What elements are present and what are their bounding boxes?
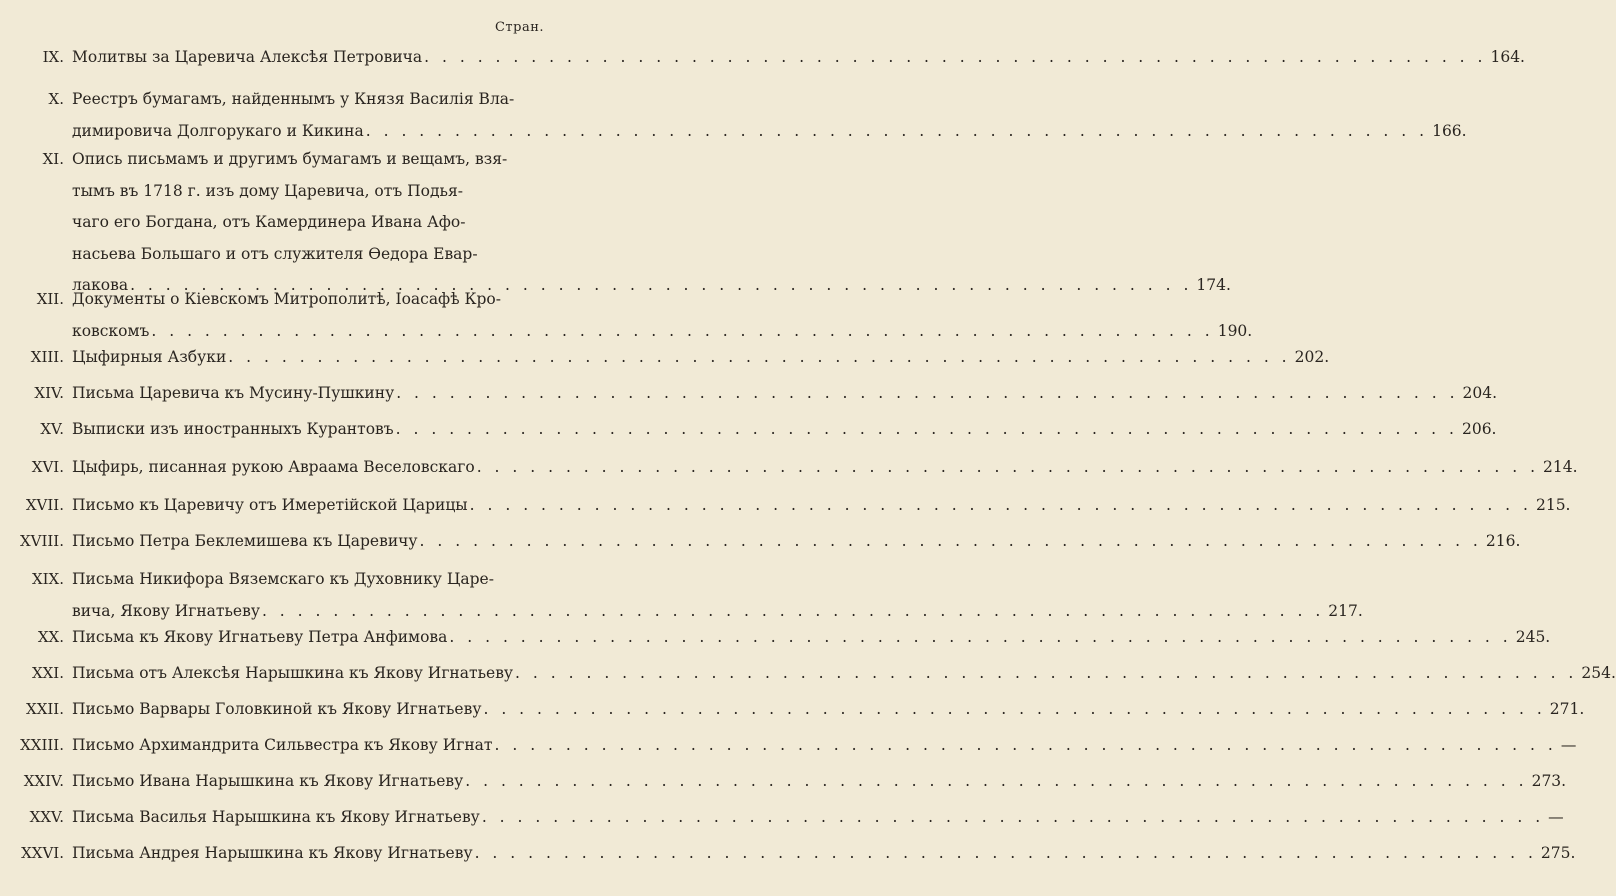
entry-title-text: Цыфирныя Азбуки xyxy=(72,348,227,366)
entry-number: XXII. xyxy=(26,700,64,718)
entry-title xyxy=(72,46,1525,78)
dot-leader: . . . . . . . . . . . . . . . . . . . . . . . . . . . . . . . . . . . . . . . . . . . . . . . . . . . . . . . . . . . . xyxy=(494,736,1557,754)
dot-leader: . . . . . . . . . . . . . . . . . . . . . . . . . . . . . . . . . . . . . . . . . . . . . . . . . . . . . . . . . . . . xyxy=(476,458,1540,476)
page-number: — xyxy=(1560,736,1577,754)
entry-title-text: Письма Царевича къ Мусину-Пушкину xyxy=(72,384,395,402)
entry-title-line xyxy=(72,120,1467,152)
entry-title xyxy=(72,626,1551,658)
entry-number: IX. xyxy=(42,48,64,66)
entry-title xyxy=(72,418,1497,450)
entry-title xyxy=(72,494,1571,526)
entry-number: XX. xyxy=(37,628,64,646)
entry-number: XXV. xyxy=(29,808,64,826)
entry-title-text: Молитвы за Царевича Алексѣя Петровича xyxy=(72,48,423,66)
dot-leader: . . . . . . . . . . . . . . . . . . . . . . . . . . . . . . . . . . . . . . . . . . . . . . . . . . . . . . . . . . . . xyxy=(424,48,1487,66)
page-number: 166. xyxy=(1432,121,1467,140)
entry-title xyxy=(72,530,1521,562)
page-number: 273. xyxy=(1531,772,1567,790)
entry-title xyxy=(72,456,1578,488)
entry-title-line xyxy=(72,662,1616,694)
entry-title xyxy=(72,806,1564,838)
entry-title-text: Письма Андрея Нарышкина къ Якову Игнатьеву xyxy=(72,844,473,862)
entry-title xyxy=(72,734,1577,766)
entry-title xyxy=(72,288,1253,351)
entry-number: XXI. xyxy=(31,664,64,682)
dot-leader: . . . . . . . . . . . . . . . . . . . . . . . . . . . . . . . . . . . . . . . . . . . . . . . . . . . . . . . . . . . . xyxy=(419,532,1482,550)
dot-leader: . . . . . . . . . . . . . . . . . . . . . . . . . . . . . . . . . . . . . . . . . . . . . . . . . . . . . . . . . . . . xyxy=(515,664,1578,682)
dot-leader: . . . . . . . . . . . . . . . . . . . . . . . . . . . . . . . . . . . . . . . . . . . . . . . . . . . . . . . . . . . . xyxy=(481,808,1545,826)
entry-number: XVII. xyxy=(25,496,64,514)
page-number: 245. xyxy=(1515,628,1551,646)
entry-title-line: Документы о Кіевскомъ Митрополитѣ, Іоасафѣ Кро- xyxy=(72,290,501,308)
entry-title-text: димировича Долгорукаго и Кикина xyxy=(72,121,364,140)
dot-leader: . . . . . . . . . . . . . . . . . . . . . . . . . . . . . . . . . . . . . . . . . . . . . . . . . . . . . . . . . . . . xyxy=(396,384,1459,402)
entry-number: XXVI. xyxy=(21,844,64,862)
page-number: 202. xyxy=(1294,348,1330,366)
entry-title-line: Письма Никифора Вяземскаго къ Духовнику Царе- xyxy=(72,570,494,588)
entry-title-line xyxy=(72,418,1497,450)
entry-title-line xyxy=(72,456,1578,488)
page-number: 215. xyxy=(1535,496,1571,514)
entry-title-text: Письмо Архимандрита Сильвестра къ Якову Игнат xyxy=(72,736,493,754)
entry-title-line xyxy=(72,734,1577,766)
entry-number: XIV. xyxy=(34,384,64,402)
entry-title-text: Письма къ Якову Игнатьеву Петра Анфимова xyxy=(72,628,448,646)
entry-number: XII. xyxy=(36,290,64,308)
dot-leader: . . . . . . . . . . . . . . . . . . . . . . . . . . . . . . . . . . . . . . . . . . . . . . . . . . . . . . . . . . . . xyxy=(465,772,1528,790)
entry-number: XIX. xyxy=(31,570,64,588)
entry-number: X. xyxy=(48,90,64,108)
dot-leader: . . . . . . . . . . . . . . . . . . . . . . . . . . . . . . . . . . . . . . . . . . . . . . . . . . . . . . . . . . . . xyxy=(449,628,1512,646)
dot-leader: . . . . . . . . . . . . . . . . . . . . . . . . . . . . . . . . . . . . . . . . . . . . . . . . . . . . . . . . . . . . xyxy=(395,420,1458,438)
page-number: 174. xyxy=(1196,276,1231,294)
entry-title xyxy=(72,148,1231,306)
entry-title-line: насьева Большаго и отъ служителя Ѳедора Евар- xyxy=(72,244,478,263)
entry-title xyxy=(72,662,1616,694)
entry-title-text: Письмо Петра Беклемишева къ Царевичу xyxy=(72,532,418,550)
entry-title-text: Выписки изъ иностранныхъ Курантовъ xyxy=(72,420,394,438)
entry-title-text: Письма отъ Алексѣя Нарышкина къ Якову Игнатьеву xyxy=(72,664,514,682)
entry-title-line xyxy=(72,46,1525,78)
entry-title xyxy=(72,346,1330,378)
dot-leader: . . . . . . . . . . . . . . . . . . . . . . . . . . . . . . . . . . . . . . . . . . . . . . . . . . . . . . . . . . . . xyxy=(365,121,1429,140)
dot-leader: . . . . . . . . . . . . . . . . . . . . . . . . . . . . . . . . . . . . . . . . . . . . . . . . . . . . . . . . . . . . xyxy=(151,321,1214,340)
page-number: 275. xyxy=(1540,844,1576,862)
page-number: 217. xyxy=(1328,601,1363,620)
entry-title-line xyxy=(72,806,1564,838)
entry-title-line xyxy=(72,494,1571,526)
dot-leader: . . . . . . . . . . . . . . . . . . . . . . . . . . . . . . . . . . . . . . . . . . . . . . . . . . . . . . . . . . . . xyxy=(474,844,1537,862)
page-number: 216. xyxy=(1485,532,1521,550)
entry-title-line xyxy=(72,382,1498,414)
entry-title-text: ковскомъ xyxy=(72,321,150,340)
page-number: 164. xyxy=(1490,48,1525,66)
entry-title-text: Письма Василья Нарышкина къ Якову Игнатьеву xyxy=(72,808,480,826)
page-number: 214. xyxy=(1543,458,1578,476)
entry-title-line: тымъ въ 1718 г. изъ дому Царевича, отъ Подья- xyxy=(72,181,463,200)
entry-title-text: Письмо Ивана Нарышкина къ Якову Игнатьеву xyxy=(72,772,464,790)
entry-title xyxy=(72,568,1363,631)
entry-title-text: вича, Якову Игнатьеву xyxy=(72,601,260,620)
entry-title-text: Письмо Варвары Головкиной къ Якову Игнатьеву xyxy=(72,700,482,718)
dot-leader: . . . . . . . . . . . . . . . . . . . . . . . . . . . . . . . . . . . . . . . . . . . . . . . . . . . . . . . . . . . . xyxy=(483,700,1546,718)
dot-leader: . . . . . . . . . . . . . . . . . . . . . . . . . . . . . . . . . . . . . . . . . . . . . . . . . . . . . . . . . . . . xyxy=(469,496,1532,514)
entry-number: XXIII. xyxy=(20,736,64,754)
page-number: 254. xyxy=(1581,664,1616,682)
entry-title xyxy=(72,842,1576,874)
entry-title-line xyxy=(72,770,1567,802)
entry-title-line: Реестръ бумагамъ, найденнымъ у Князя Василія Вла- xyxy=(72,90,515,108)
page-number: 271. xyxy=(1549,700,1585,718)
entry-title xyxy=(72,698,1585,730)
entry-title-line: Опись письмамъ и другимъ бумагамъ и вещамъ, взя- xyxy=(72,150,508,168)
dot-leader: . . . . . . . . . . . . . . . . . . . . . . . . . . . . . . . . . . . . . . . . . . . . . . . . . . . . . . . . . . . . xyxy=(261,601,1325,620)
page-number: — xyxy=(1548,808,1564,826)
entry-title-text: Цыфирь, писанная рукою Авраама Веселовскаго xyxy=(72,458,475,476)
entry-title xyxy=(72,88,1467,151)
entry-title-line xyxy=(72,530,1521,562)
entry-number: XV. xyxy=(40,420,64,438)
entry-title-line: чаго его Богдана, отъ Камердинера Ивана Афо- xyxy=(72,213,466,231)
entry-title-line xyxy=(72,346,1330,378)
entry-number: XVI. xyxy=(31,458,64,476)
dot-leader: . . . . . . . . . . . . . . . . . . . . . . . . . . . . . . . . . . . . . . . . . . . . . . . . . . . . . . . . . . . . xyxy=(130,276,1193,294)
entry-title-text: Письмо къ Царевичу отъ Имеретійской Царицы xyxy=(72,496,468,514)
page-column-label: Стран. xyxy=(494,20,544,35)
entry-title-line xyxy=(72,626,1551,658)
entry-title xyxy=(72,382,1498,414)
page-number: 206. xyxy=(1461,420,1497,438)
page-number: 204. xyxy=(1462,384,1498,402)
page-number: 190. xyxy=(1217,321,1253,340)
entry-title-line xyxy=(72,842,1576,874)
dot-leader: . . . . . . . . . . . . . . . . . . . . . . . . . . . . . . . . . . . . . . . . . . . . . . . . . . . . . . . . . . . . xyxy=(228,348,1291,366)
entry-title-text: лакова xyxy=(72,276,129,294)
entry-title xyxy=(72,770,1567,802)
entry-number: XI. xyxy=(42,150,64,168)
entry-number: XXIV. xyxy=(23,772,64,790)
entry-number: XVIII. xyxy=(19,532,64,550)
entry-number: XIII. xyxy=(30,348,64,366)
entry-title-line xyxy=(72,698,1585,730)
